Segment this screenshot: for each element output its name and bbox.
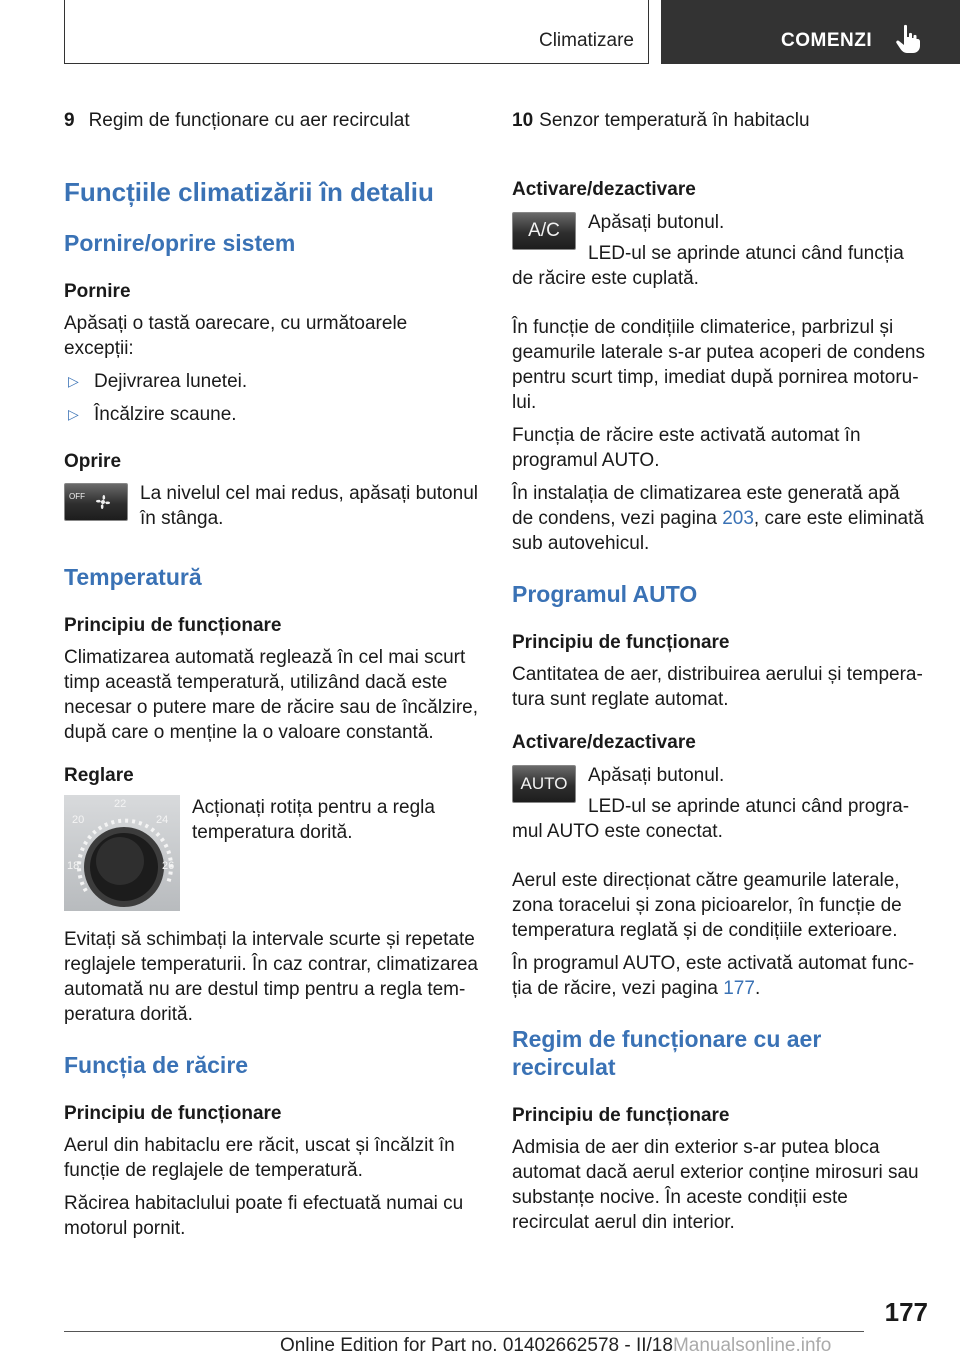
- subheading-auto-toggle: Activare/dezactivare: [512, 732, 696, 753]
- right-column: [512, 108, 926, 1243]
- edition-text: Online Edition for Part no. 01402662578 - II/18: [280, 1335, 673, 1356]
- legend-number: 10: [512, 110, 534, 131]
- cooling-text-2: Răcirea habitaclului poate fi efectuată numai cu motorul pornit.: [64, 1193, 464, 1239]
- auto-button-image: AUTO: [512, 765, 576, 803]
- bullet-text: Încălzire scaune.: [94, 404, 237, 425]
- subheading-principle: Principiu de funcționare: [64, 615, 282, 636]
- left-column: [64, 108, 478, 1249]
- legend-text: Regim de funcționare cu aer recirculat: [88, 110, 410, 131]
- temperature-principle-text: Climatizarea automată reglează în cel mai scurt timp această temperatură, utilizând dacă este necesar o putere mare de răcire sau de încălzire, după care o menține la o valoare constantă.: [64, 647, 478, 743]
- list-item: [64, 369, 478, 394]
- subheading-off: Oprire: [64, 451, 122, 472]
- auto-text-2: [512, 951, 926, 1001]
- auto-led-text: LED-ul se aprinde atunci când programul AUTO este conectat.: [512, 796, 910, 842]
- subheading-adjust: Reglare: [64, 765, 134, 786]
- ac-led-text: LED-ul se aprinde atunci când funcția de răcire este cuplată.: [512, 243, 904, 289]
- auto-text-2-start: În programul AUTO, este activată automat funcția de răcire, vezi pagina: [512, 953, 915, 999]
- ac-button-image: A/C: [512, 212, 576, 250]
- on-text: Apăsați o tastă oarecare, cu următoarele excepții:: [64, 313, 408, 359]
- ac-text-3-start: În instalația de climatizarea este generată apă de condens, vezi pagina: [512, 483, 900, 529]
- temperature-knob-image: [64, 795, 180, 911]
- watermark: Manualsonline.info: [672, 1335, 832, 1356]
- ac-press-text: Apăsați butonul.: [588, 212, 725, 233]
- auto-press-text: Apăsați butonul.: [588, 765, 725, 786]
- heading-auto: Programul AUTO: [512, 581, 698, 607]
- tick-label: 24: [156, 814, 169, 826]
- temperature-warning-text: Evitați să schimbați la intervale scurte și repetate reglajele temperaturii. În caz contrar, climatizarea automată nu are destul timp pentru a regla temperatura dorită.: [64, 929, 478, 1025]
- bullet-triangle-icon: ▷: [68, 373, 79, 389]
- header-chapter-label: COMENZI: [781, 30, 873, 51]
- tick-label: 20: [72, 814, 85, 826]
- fan-icon: [93, 492, 113, 512]
- subheading-principle: Principiu de funcționare: [512, 632, 730, 653]
- header-section-title: Climatizare: [538, 30, 634, 51]
- auto-principle-text: Cantitatea de aer, distribuirea aerului și temperatura sunt reglate automat.: [512, 664, 923, 710]
- tick-label: 22: [114, 798, 127, 810]
- temperature-dial-icon: [64, 795, 180, 911]
- heading-temperature: Temperatură: [64, 564, 202, 590]
- adjust-row: [64, 795, 478, 919]
- subheading-ac-toggle: Activare/dezactivare: [512, 179, 696, 200]
- legend-item-9: [64, 108, 478, 133]
- page-link-177[interactable]: 177: [723, 978, 755, 999]
- auto-text-1: Aerul este direcționat către geamurile laterale, zona toracelui și zona picioarelor, în funcție de temperatura reglată și de condițiile exterioare.: [512, 870, 902, 941]
- subheading-principle: Principiu de funcționare: [64, 1103, 282, 1124]
- ac-text-1: În funcție de condițiile climaterice, parbrizul și geamurile laterale s-ar putea acoperi de condens pentru scurt timp, imediat după pornirea motorului.: [512, 317, 925, 413]
- ac-text-3-end: , care este eliminată sub autovehicul.: [512, 508, 924, 554]
- header-chapter-tab[interactable]: [661, 0, 960, 64]
- subheading-principle: Principiu de funcționare: [512, 1105, 730, 1126]
- tick-label: 26: [162, 860, 175, 872]
- footer-divider: [64, 1331, 864, 1332]
- heading-power: Pornire/oprire sistem: [64, 230, 296, 256]
- auto-row: [512, 763, 926, 852]
- off-fan-button-image: [64, 483, 128, 521]
- bullet-triangle-icon: ▷: [68, 406, 79, 422]
- footer-edition: [280, 1335, 831, 1357]
- legend-item-10: [512, 108, 926, 133]
- page-link-203[interactable]: 203: [722, 508, 754, 529]
- off-text: La nivelul cel mai redus, apăsați butonul în stânga.: [140, 483, 478, 529]
- header-section-box: [64, 0, 649, 64]
- list-item: [64, 402, 478, 427]
- cooling-text-1: Aerul din habitaclu ere răcit, uscat și încălzit în funcție de reglajele de temperatură.: [64, 1135, 455, 1181]
- off-label: OFF: [69, 492, 85, 501]
- legend-text: Senzor temperatură în habitaclu: [539, 110, 810, 131]
- adjust-text: Acționați rotița pentru a regla temperatura dorită.: [192, 797, 435, 843]
- hand-pointer-icon: [895, 24, 921, 54]
- heading-cooling: Funcția de răcire: [64, 1052, 249, 1078]
- recirc-text: Admisia de aer din exterior s-ar putea bloca automat dacă aerul exterior conține mirosuri sau substanțe nocive. În aceste condiții este recirculat aerul din interior.: [512, 1137, 919, 1233]
- page-title: Funcțiile climatizării în detaliu: [64, 177, 434, 207]
- tick-label: 18: [67, 860, 80, 872]
- auto-text-2-end: .: [754, 978, 761, 999]
- ac-row: [512, 210, 926, 299]
- ac-text-2: Funcția de răcire este activată automat în programul AUTO.: [512, 425, 861, 471]
- legend-number: 9: [64, 110, 75, 131]
- page-number: 177: [884, 1297, 928, 1327]
- ac-text-3: [512, 481, 926, 556]
- subheading-on: Pornire: [64, 281, 131, 302]
- off-row: [64, 481, 478, 539]
- bullet-text: Dejivrarea lunetei.: [94, 371, 248, 392]
- heading-recirculation: Regim de funcționare cu aer recirculat: [512, 1026, 822, 1080]
